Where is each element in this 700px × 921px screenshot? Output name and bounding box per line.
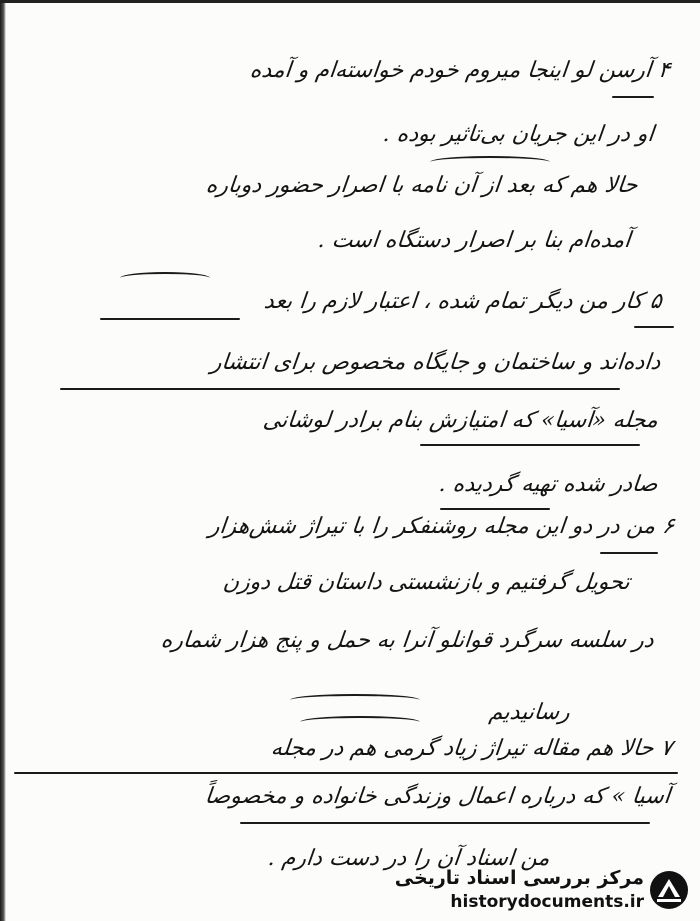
archive-watermark <box>394 865 694 917</box>
underline-line-6 <box>60 388 620 390</box>
underline-line-7 <box>420 444 640 446</box>
handwritten-line-12: رسانیدیم <box>487 700 572 725</box>
watermark-title: مرکز بررسی اسناد تاریخی <box>394 867 644 889</box>
underline-stroke-2 <box>430 156 550 168</box>
handwritten-line-1: ۴ آرسن لو اینجا میروم خودم خواسته‌ام و آمده <box>248 58 672 83</box>
underline-line-5 <box>100 318 240 320</box>
stroke-above-line-13 <box>300 716 420 728</box>
underline-line-8 <box>440 508 550 510</box>
underline-stroke-4 <box>120 272 210 284</box>
handwritten-line-9: ۶ من در دو این مجله روشنفکر را با تیراژ شش‌هزار <box>207 514 676 539</box>
underline-numeral-6 <box>600 552 658 554</box>
handwritten-line-2: او در این جریان بی‌تاثیر بوده . <box>381 122 656 147</box>
scan-edge-top <box>0 0 700 3</box>
underline-numeral-4 <box>612 96 654 98</box>
handwritten-line-13: ۷ حالا هم مقاله تیراژ زیاد گرمی هم در مجله <box>269 736 674 761</box>
handwritten-line-14: آسیا » که درباره اعمال وزندگی خانواده و مخصوصاً <box>203 784 672 809</box>
scan-edge-left <box>0 0 6 921</box>
underline-line-13 <box>14 772 678 774</box>
handwritten-line-15: من اسناد آن را در دست دارم . <box>267 846 552 871</box>
stroke-above-line-12 <box>290 694 420 706</box>
handwritten-line-11: در سلسه سرگرد قوانلو آنرا به حمل و پنج هزار شماره <box>159 628 656 653</box>
handwritten-line-5: ۵ کار من دیگر تمام شده ، اعتبار لازم را بعد <box>262 289 664 314</box>
handwritten-line-10: تحویل گرفتیم و بازنشستی داستان قتل دوزن <box>221 570 632 595</box>
handwritten-line-7: مجله «آسیا» که امتیازش بنام برادر لوشانی <box>261 408 660 433</box>
archive-logo-icon <box>648 869 690 911</box>
handwritten-line-8: صادر شده تهیه گردیده . <box>438 472 660 497</box>
handwritten-line-6: داده‌اند و ساختمان و جایگاه مخصوص برای انتشار <box>209 350 662 375</box>
underline-line-14 <box>240 822 650 824</box>
handwritten-line-3: حالا هم که بعد از آن نامه با اصرار حضور دوباره <box>205 173 640 198</box>
handwritten-line-4: آمده‌ام بنا بر اصرار دستگاه است . <box>316 228 632 253</box>
watermark-url: historydocuments.ir <box>450 892 644 912</box>
underline-numeral-5 <box>634 326 674 328</box>
